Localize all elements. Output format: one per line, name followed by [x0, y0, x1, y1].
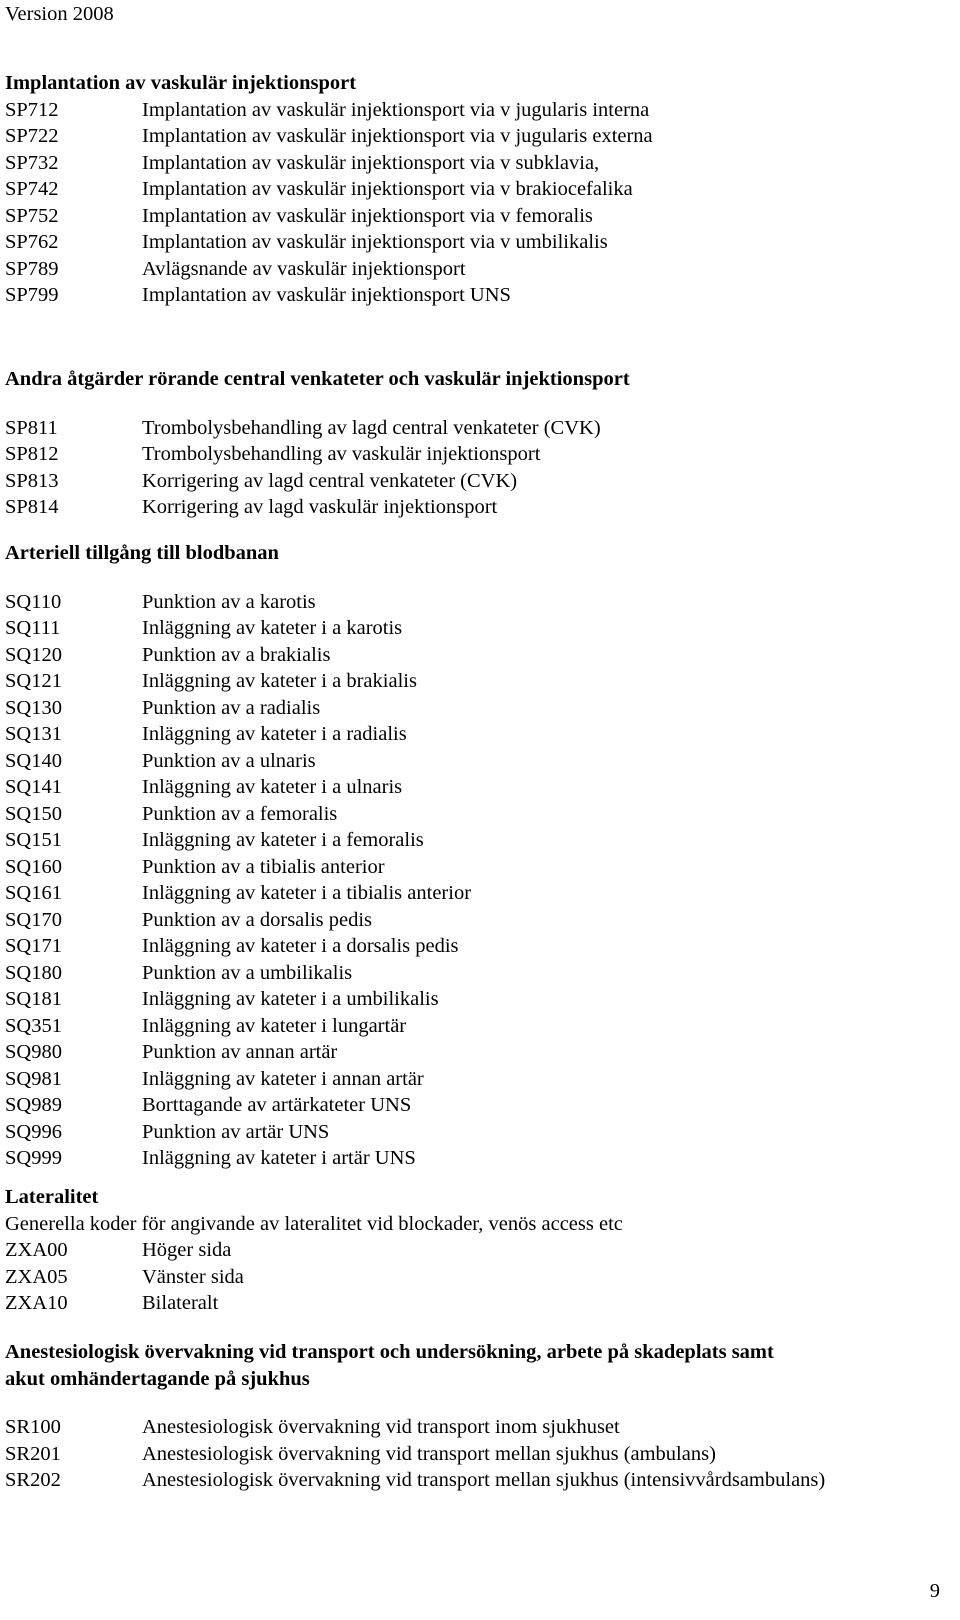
code-row: [5, 933, 940, 960]
code-row: [5, 986, 940, 1013]
procedure-code: SQ170: [5, 908, 62, 931]
procedure-code: SR100: [5, 1416, 61, 1438]
code-row: [5, 960, 940, 987]
procedure-label: Höger sida: [142, 1239, 232, 1261]
procedure-label: Implantation av vaskulär injektionsport UNS: [142, 284, 511, 306]
spacer: [5, 567, 940, 589]
procedure-code: SQ121: [5, 670, 62, 692]
section-heading: Arteriell tillgång till blodbanan: [5, 542, 279, 564]
procedure-label: Inläggning av kateter i a karotis: [142, 617, 403, 639]
code-row: [5, 589, 940, 616]
procedure-label: Implantation av vaskulär injektionsport via v subklavia,: [142, 151, 600, 174]
procedure-label: Punktion av annan artär: [142, 1041, 338, 1063]
code-row: [5, 721, 940, 748]
section-heading: Andra åtgärder rörande central venkateter och vaskulär injektionsport: [5, 368, 630, 390]
procedure-label: Implantation av vaskulär injektionsport via v jugularis interna: [142, 98, 650, 121]
section-anestesiologisk-overvakning: [5, 1339, 940, 1494]
code-row: [5, 150, 940, 177]
procedure-label: Punktion av a brakialis: [142, 643, 331, 666]
procedure-label: Punktion av a radialis: [142, 696, 321, 719]
procedure-label: Punktion av a tibialis anterior: [142, 855, 385, 878]
procedure-code: SR202: [5, 1469, 61, 1491]
procedure-label: Inläggning av kateter i a femoralis: [142, 829, 424, 851]
procedure-label: Inläggning av kateter i annan artär: [142, 1067, 424, 1090]
procedure-code: SP762: [5, 231, 59, 253]
procedure-code: SP752: [5, 204, 59, 227]
procedure-code: SQ150: [5, 802, 62, 825]
procedure-label: Inläggning av kateter i a tibialis anterior: [142, 882, 472, 904]
procedure-label: Punktion av a karotis: [142, 590, 316, 613]
code-row: [5, 123, 940, 150]
code-row: [5, 494, 940, 521]
procedure-code: ZXA05: [5, 1265, 68, 1288]
section-description: Generella koder för angivande av lateralitet vid blockader, venös access etc: [5, 1212, 623, 1235]
code-row: [5, 415, 940, 442]
procedure-code: SP789: [5, 257, 59, 280]
code-row: [5, 1290, 940, 1317]
code-row: [5, 748, 940, 775]
procedure-label: Inläggning av kateter i a ulnaris: [142, 776, 403, 798]
section-andra-atgarder: [5, 366, 940, 521]
procedure-label: Implantation av vaskulär injektionsport via v jugularis externa: [142, 125, 653, 147]
code-row: [5, 668, 940, 695]
procedure-code: SQ996: [5, 1120, 62, 1143]
procedure-code: SQ141: [5, 776, 62, 798]
procedure-label: Avlägsnande av vaskulär injektionsport: [142, 257, 466, 280]
procedure-code: SQ110: [5, 590, 62, 613]
code-row: [5, 1092, 940, 1119]
procedure-code: SQ981: [5, 1067, 62, 1090]
procedure-code: SQ989: [5, 1094, 62, 1116]
procedure-label: Anestesiologisk övervakning vid transport mellan sjukhus (ambulans): [142, 1442, 716, 1465]
procedure-label: Inläggning av kateter i a dorsalis pedis: [142, 935, 459, 957]
code-row: [5, 97, 940, 124]
code-row: [5, 774, 940, 801]
code-row: [5, 801, 940, 828]
section-implantation-injektionsport: [5, 70, 940, 309]
section-arteriell-tillgang: [5, 540, 940, 1172]
procedure-code: SQ111: [5, 617, 61, 639]
procedure-label: Punktion av a ulnaris: [142, 749, 316, 772]
procedure-label: Korrigering av lagd central venkateter (CVK): [142, 469, 518, 492]
procedure-code: SP722: [5, 125, 59, 147]
code-row: [5, 1066, 940, 1093]
procedure-code: SQ160: [5, 855, 62, 878]
code-row: [5, 229, 940, 256]
procedure-label: Trombolysbehandling av lagd central venkateter (CVK): [142, 416, 601, 439]
code-row: [5, 907, 940, 934]
procedure-code: ZXA00: [5, 1239, 68, 1261]
procedure-code: SQ180: [5, 961, 62, 984]
section-heading: Implantation av vaskulär injektionsport: [5, 72, 357, 94]
code-row: [5, 695, 940, 722]
document-version: Version 2008: [5, 3, 114, 25]
code-row: [5, 1467, 940, 1494]
procedure-code: SQ999: [5, 1147, 62, 1169]
code-row: [5, 468, 940, 495]
section-heading-line2: akut omhändertagande på sjukhus: [5, 1367, 310, 1390]
procedure-code: SP732: [5, 151, 59, 174]
procedure-code: SQ980: [5, 1041, 62, 1063]
procedure-label: Inläggning av kateter i artär UNS: [142, 1147, 416, 1169]
code-row: [5, 615, 940, 642]
code-row: [5, 827, 940, 854]
code-row: [5, 441, 940, 468]
procedure-label: Implantation av vaskulär injektionsport via v femoralis: [142, 204, 593, 227]
procedure-label: Korrigering av lagd vaskulär injektionsport: [142, 496, 498, 518]
procedure-label: Inläggning av kateter i a radialis: [142, 723, 407, 745]
procedure-code: SP811: [5, 416, 58, 439]
procedure-code: SQ171: [5, 935, 62, 957]
spacer: [5, 1392, 940, 1414]
procedure-code: SQ140: [5, 749, 62, 772]
code-row: [5, 1237, 940, 1264]
code-row: [5, 203, 940, 230]
procedure-code: ZXA10: [5, 1292, 68, 1314]
procedure-label: Punktion av a dorsalis pedis: [142, 908, 373, 931]
section-heading: Lateralitet: [5, 1186, 99, 1208]
procedure-label: Bilateralt: [142, 1292, 219, 1314]
procedure-label: Inläggning av kateter i a brakialis: [142, 670, 417, 692]
code-row: [5, 880, 940, 907]
procedure-label: Punktion av a umbilikalis: [142, 961, 353, 984]
code-row: [5, 1013, 940, 1040]
procedure-label: Implantation av vaskulär injektionsport via v brakiocefalika: [142, 178, 633, 200]
procedure-label: Trombolysbehandling av vaskulär injektionsport: [142, 443, 541, 465]
procedure-code: SP712: [5, 98, 59, 121]
code-row: [5, 1039, 940, 1066]
procedure-label: Anestesiologisk övervakning vid transport inom sjukhuset: [142, 1416, 620, 1438]
procedure-code: SQ181: [5, 988, 62, 1010]
procedure-label: Anestesiologisk övervakning vid transport mellan sjukhus (intensivvårdsambulans): [142, 1469, 826, 1491]
code-row: [5, 1264, 940, 1291]
procedure-label: Borttagande av artärkateter UNS: [142, 1094, 412, 1116]
procedure-code: SP742: [5, 178, 59, 200]
section-lateralitet: [5, 1184, 940, 1317]
section-heading-line1: Anestesiologisk övervakning vid transport och undersökning, arbete på skadeplats samt: [5, 1341, 774, 1363]
code-row: [5, 282, 940, 309]
procedure-code: SQ351: [5, 1014, 62, 1037]
procedure-label: Vänster sida: [142, 1265, 244, 1288]
procedure-label: Implantation av vaskulär injektionsport via v umbilikalis: [142, 231, 608, 253]
code-row: [5, 1414, 940, 1441]
code-row: [5, 256, 940, 283]
code-row: [5, 1119, 940, 1146]
procedure-label: Punktion av a femoralis: [142, 802, 338, 825]
code-row: [5, 642, 940, 669]
procedure-code: SQ151: [5, 829, 62, 851]
procedure-label: Inläggning av kateter i lungartär: [142, 1014, 407, 1037]
code-row: [5, 1441, 940, 1468]
procedure-code: SQ120: [5, 643, 62, 666]
procedure-code: SP812: [5, 443, 59, 465]
procedure-code: SR201: [5, 1442, 61, 1465]
procedure-label: Inläggning av kateter i a umbilikalis: [142, 988, 439, 1010]
page-number: 9: [929, 1580, 940, 1602]
procedure-code: SP813: [5, 469, 59, 492]
procedure-code: SQ161: [5, 882, 62, 904]
spacer: [5, 393, 940, 415]
procedure-code: SP814: [5, 496, 59, 518]
procedure-code: SP799: [5, 284, 59, 306]
procedure-code: SQ131: [5, 723, 62, 745]
procedure-label: Punktion av artär UNS: [142, 1120, 330, 1143]
procedure-code: SQ130: [5, 696, 62, 719]
code-row: [5, 176, 940, 203]
code-row: [5, 1145, 940, 1172]
code-row: [5, 854, 940, 881]
